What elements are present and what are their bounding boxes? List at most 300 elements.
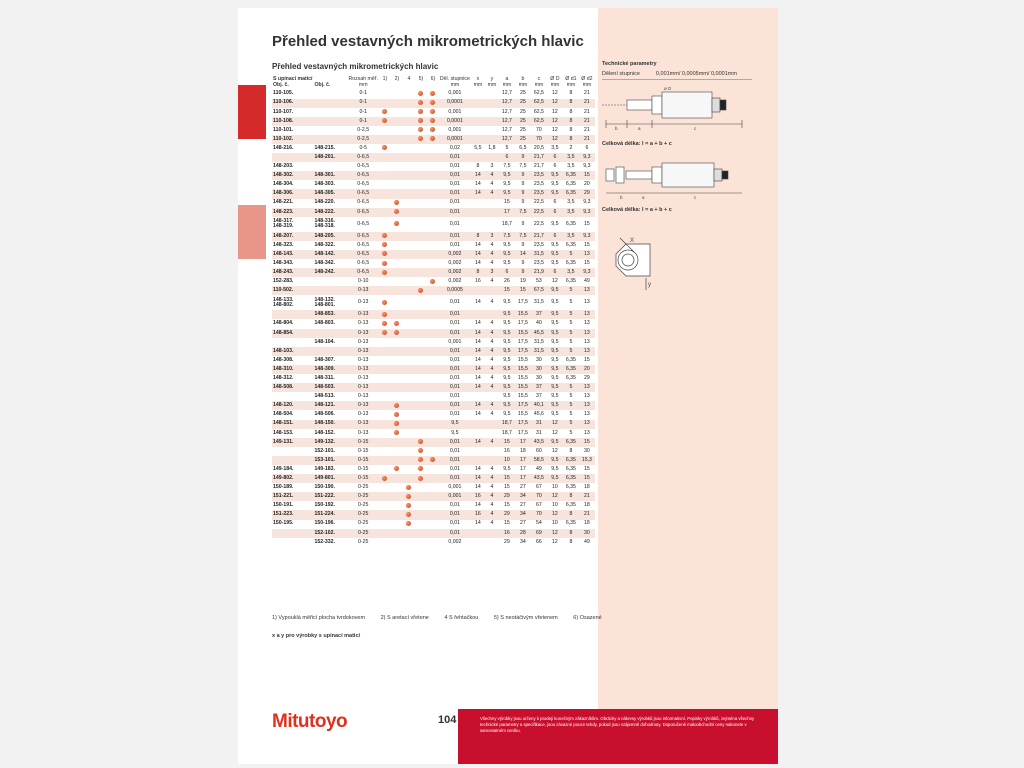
table-cell: 149-802. bbox=[272, 474, 314, 483]
table-cell: 9,5 bbox=[551, 259, 559, 266]
header-unit-cell: Obj. č. bbox=[314, 83, 348, 89]
table-cell: 9,5 bbox=[503, 356, 511, 363]
table-cell: 0-5 bbox=[359, 144, 367, 151]
table-cell: 148-803. bbox=[314, 320, 335, 327]
table-cell: 15,5 bbox=[517, 374, 528, 381]
table-row bbox=[272, 199, 595, 208]
table-cell bbox=[391, 250, 403, 259]
table-cell bbox=[391, 474, 403, 483]
feature-dot-cell bbox=[379, 268, 391, 277]
table-cell: 150-190. bbox=[314, 484, 335, 491]
table-cell: 10 bbox=[552, 502, 558, 509]
table-cell bbox=[427, 286, 439, 295]
table-cell: 60 bbox=[536, 447, 542, 454]
table-cell bbox=[427, 401, 439, 410]
table-cell: 9,5 bbox=[499, 329, 515, 338]
table-cell bbox=[471, 392, 485, 401]
table-cell: 0-15 bbox=[348, 456, 379, 465]
table-cell bbox=[391, 374, 403, 383]
table-cell bbox=[379, 374, 391, 383]
total-length-caption-2: Celková délka: l = a + b + c bbox=[602, 207, 672, 213]
table-cell bbox=[403, 347, 415, 356]
table-cell: 4 bbox=[485, 329, 499, 338]
table-cell bbox=[471, 429, 485, 438]
table-cell: 13 bbox=[579, 347, 595, 356]
table-cell bbox=[272, 153, 314, 162]
table-cell: 0,01 bbox=[449, 374, 460, 381]
table-cell bbox=[391, 520, 403, 529]
table-cell: 0-6,5 bbox=[357, 163, 370, 170]
table-cell: 14 bbox=[475, 411, 481, 418]
table-cell: 148-301. bbox=[314, 171, 348, 180]
table-cell bbox=[272, 447, 314, 456]
table-cell: 17,5 bbox=[515, 401, 531, 410]
header-unit-cell: mm bbox=[439, 83, 471, 89]
table-cell bbox=[403, 374, 415, 383]
table-cell: 5 bbox=[563, 329, 579, 338]
table-cell bbox=[391, 99, 403, 108]
header-cell: Ø D bbox=[547, 77, 563, 83]
table-cell: 27 bbox=[520, 484, 526, 491]
table-cell: 15,3 bbox=[579, 456, 595, 465]
tech-params-row bbox=[602, 71, 752, 80]
table-cell bbox=[391, 338, 403, 347]
table-row bbox=[272, 135, 595, 144]
table-cell: 12,7 bbox=[501, 126, 512, 133]
feature-dot bbox=[382, 118, 387, 123]
table-cell bbox=[391, 310, 403, 319]
feature-dot bbox=[382, 330, 387, 335]
header-unit-cell: mm bbox=[515, 83, 531, 89]
feature-dot-cell bbox=[415, 474, 427, 483]
table-cell: 6 bbox=[553, 163, 557, 170]
feature-dot-cell bbox=[379, 295, 391, 310]
table-cell: 17 bbox=[515, 474, 531, 483]
table-cell bbox=[485, 208, 499, 217]
table-cell bbox=[427, 483, 439, 492]
table-cell bbox=[415, 162, 427, 171]
table-cell: 148-504. bbox=[273, 411, 294, 418]
table-cell: 0-1 bbox=[359, 108, 367, 115]
table-cell: 23,5 bbox=[533, 181, 544, 188]
table-cell: 40,1 bbox=[531, 401, 547, 410]
table-cell: 12 bbox=[552, 278, 558, 285]
table-cell: 0-15 bbox=[358, 447, 369, 454]
table-cell: 0-13 bbox=[348, 365, 379, 374]
table-cell: 62,5 bbox=[531, 99, 547, 108]
table-cell bbox=[485, 456, 499, 465]
table-cell bbox=[471, 286, 485, 295]
feature-dot bbox=[430, 136, 435, 141]
table-cell: 153-101. bbox=[314, 456, 348, 465]
table-cell bbox=[391, 259, 403, 268]
table-cell: 148-203. bbox=[273, 163, 294, 170]
table-cell: 148-317. 148-319. bbox=[273, 218, 294, 230]
feature-dot-cell bbox=[391, 208, 403, 217]
table-cell: 9,5 bbox=[499, 383, 515, 392]
feature-dot bbox=[406, 485, 411, 490]
table-cell: 9,5 bbox=[551, 241, 559, 248]
table-cell bbox=[415, 295, 427, 310]
footnote-2: 2) S aretací vřetene bbox=[380, 615, 429, 621]
table-cell bbox=[485, 199, 499, 208]
feature-dot-cell bbox=[415, 286, 427, 295]
table-cell: 22,5 bbox=[531, 208, 547, 217]
table-cell: 69 bbox=[531, 529, 547, 538]
table-row bbox=[272, 529, 595, 538]
table-cell: 0-1 bbox=[348, 99, 379, 108]
table-cell: 0-13 bbox=[358, 356, 369, 363]
table-cell: 34 bbox=[515, 510, 531, 519]
table-cell: 0-13 bbox=[358, 338, 369, 345]
table-cell: 148-221. bbox=[273, 199, 294, 206]
table-cell: 13 bbox=[584, 429, 590, 436]
table-cell: 0,002 bbox=[448, 278, 462, 285]
table-cell: 1,8 bbox=[488, 144, 496, 151]
table-cell: 148-853. bbox=[314, 310, 348, 319]
table-cell: 9,5 bbox=[503, 241, 511, 248]
table-cell: 110-108. bbox=[272, 117, 314, 126]
feature-dot bbox=[382, 321, 387, 326]
table-cell bbox=[379, 189, 391, 198]
table-cell bbox=[379, 162, 391, 171]
table-subtitle: Přehled vestavných mikrometrických hlavic bbox=[272, 62, 439, 71]
table-cell: 14 bbox=[471, 383, 485, 392]
table-cell bbox=[403, 144, 415, 153]
table-cell: 110-105. bbox=[273, 90, 294, 97]
table-cell: 31 bbox=[536, 429, 542, 436]
table-cell: 151-224. bbox=[314, 510, 348, 519]
footnote-6: 6) Osazené bbox=[573, 615, 602, 621]
table-cell: 148-151. bbox=[272, 420, 314, 429]
table-cell bbox=[379, 383, 391, 392]
table-cell: 10 bbox=[552, 520, 558, 527]
table-cell: 9,5 bbox=[503, 181, 511, 188]
table-cell: 27 bbox=[520, 502, 526, 509]
table-cell: 22,5 bbox=[533, 220, 544, 227]
table-cell: 0-6,5 bbox=[357, 241, 370, 248]
table-cell: 9,3 bbox=[579, 268, 595, 277]
table-row bbox=[272, 447, 595, 456]
header-unit-cell: mm bbox=[547, 83, 563, 89]
dim-c-label-2: c bbox=[694, 195, 697, 200]
table-cell: 0,0001 bbox=[439, 135, 471, 144]
feature-dot-cell bbox=[391, 319, 403, 328]
table-cell: 4 bbox=[490, 411, 494, 418]
table-row bbox=[272, 117, 595, 126]
table-cell: 0,01 bbox=[439, 232, 471, 241]
table-cell: 14 bbox=[471, 250, 485, 259]
table-cell: 0,01 bbox=[449, 520, 460, 527]
table-cell bbox=[379, 180, 391, 189]
table-cell: 29 bbox=[579, 189, 595, 198]
table-cell bbox=[403, 392, 415, 401]
table-cell: 4 bbox=[490, 374, 494, 381]
table-cell: 14 bbox=[475, 374, 481, 381]
feature-dot bbox=[418, 109, 423, 114]
table-cell: 148-242. bbox=[314, 268, 348, 277]
feature-dot bbox=[394, 209, 399, 214]
table-cell: 21 bbox=[579, 99, 595, 108]
table-cell bbox=[379, 286, 391, 295]
table-cell: 9,5 bbox=[551, 411, 559, 418]
table-cell bbox=[427, 365, 439, 374]
table-cell bbox=[379, 277, 391, 286]
table-cell: 18,7 bbox=[501, 429, 512, 436]
table-cell: 0,01 bbox=[449, 241, 460, 248]
table-cell: 40 bbox=[536, 320, 542, 327]
table-cell: 9,5 bbox=[547, 286, 563, 295]
feature-dot bbox=[394, 421, 399, 426]
table-cell: 9,5 bbox=[499, 250, 515, 259]
feature-dot-cell bbox=[379, 241, 391, 250]
table-cell: 12 bbox=[552, 447, 558, 454]
table-cell: 0-6,5 bbox=[357, 181, 370, 188]
table-cell: 152-102. bbox=[314, 529, 348, 538]
table-cell: 0-13 bbox=[358, 374, 369, 381]
table-cell: 152-332. bbox=[314, 538, 335, 545]
table-cell bbox=[391, 295, 403, 310]
table-cell bbox=[403, 108, 415, 117]
table-row bbox=[272, 420, 595, 429]
table-cell: 6,35 bbox=[565, 259, 576, 266]
table-cell: 0,01 bbox=[439, 208, 471, 217]
table-cell: 15 bbox=[584, 465, 590, 472]
table-cell: 18 bbox=[520, 447, 526, 454]
table-cell bbox=[427, 420, 439, 429]
table-cell: 3 bbox=[485, 268, 499, 277]
table-cell: 150-191. bbox=[273, 502, 294, 509]
table-cell bbox=[379, 347, 391, 356]
table-cell: 6,35 bbox=[565, 181, 576, 188]
table-cell: 7,5 bbox=[503, 163, 511, 170]
table-cell: 0,01 bbox=[449, 220, 460, 227]
table-cell: 148-216. bbox=[273, 144, 294, 151]
feature-dot bbox=[418, 457, 423, 462]
table-cell bbox=[379, 89, 391, 98]
table-cell: 0,002 bbox=[448, 538, 462, 545]
table-cell: 12 bbox=[547, 99, 563, 108]
table-cell bbox=[415, 356, 427, 365]
table-cell bbox=[379, 410, 391, 419]
table-cell: 22,5 bbox=[533, 199, 544, 206]
table-cell bbox=[427, 310, 439, 319]
feature-dot-cell bbox=[403, 501, 415, 510]
table-cell bbox=[471, 89, 485, 98]
feature-dot-cell bbox=[427, 99, 439, 108]
table-cell: 14 bbox=[475, 465, 481, 472]
table-cell bbox=[427, 501, 439, 510]
feature-dot-cell bbox=[403, 483, 415, 492]
table-cell: 4 bbox=[490, 502, 494, 509]
table-cell bbox=[427, 474, 439, 483]
header-cell: Ø d2 bbox=[579, 77, 595, 83]
table-cell bbox=[403, 162, 415, 171]
table-cell bbox=[427, 153, 439, 162]
table-cell: 9 bbox=[521, 220, 525, 227]
table-cell bbox=[403, 295, 415, 310]
table-cell: 148-201. bbox=[314, 153, 348, 162]
table-cell: 0-6,5 bbox=[348, 250, 379, 259]
table-cell: 148-303. bbox=[314, 181, 335, 188]
table-row bbox=[272, 180, 595, 189]
dim-c-label: c bbox=[694, 126, 697, 131]
table-cell bbox=[415, 483, 427, 492]
table-cell: 0,01 bbox=[439, 438, 471, 447]
table-cell: 150-192. bbox=[314, 502, 335, 509]
table-cell bbox=[379, 492, 391, 501]
table-cell bbox=[391, 456, 403, 465]
table-row bbox=[272, 241, 595, 250]
feature-dot bbox=[430, 109, 435, 114]
feature-dot bbox=[382, 312, 387, 317]
table-cell: 5 bbox=[563, 401, 579, 410]
dim-b-label: b bbox=[615, 126, 618, 131]
table-cell: 9,5 bbox=[547, 474, 563, 483]
table-cell bbox=[427, 295, 439, 310]
table-cell: 13 bbox=[584, 338, 590, 345]
table-cell: 148-207. bbox=[272, 232, 314, 241]
table-cell: 21 bbox=[584, 126, 590, 133]
table-cell bbox=[272, 456, 314, 465]
table-cell: 9,5 bbox=[551, 338, 559, 345]
table-cell bbox=[415, 538, 427, 547]
table-cell bbox=[485, 286, 499, 295]
table-cell: 0,01 bbox=[439, 347, 471, 356]
table-cell bbox=[379, 447, 391, 456]
table-cell: 9,5 bbox=[547, 250, 563, 259]
red-tab-marker bbox=[238, 85, 266, 139]
dim-b-label-2: b bbox=[620, 195, 623, 200]
table-cell bbox=[391, 501, 403, 510]
table-cell bbox=[403, 365, 415, 374]
table-cell: 34 bbox=[520, 538, 526, 545]
table-cell: 148-310. bbox=[272, 365, 314, 374]
table-cell: 6 bbox=[553, 199, 557, 206]
table-cell: 148-309. bbox=[314, 365, 348, 374]
table-cell: 0-13 bbox=[348, 401, 379, 410]
table-cell: 8 bbox=[563, 510, 579, 519]
table-row bbox=[272, 401, 595, 410]
table-cell bbox=[379, 126, 391, 135]
table-cell: 15 bbox=[584, 259, 590, 266]
feature-dot-cell bbox=[415, 117, 427, 126]
table-cell: 14 bbox=[471, 171, 485, 180]
table-cell: 148-153. bbox=[273, 429, 294, 436]
table-cell bbox=[471, 529, 485, 538]
feature-dot bbox=[418, 100, 423, 105]
table-cell: 26 bbox=[504, 278, 510, 285]
table-cell: 149-184. bbox=[273, 465, 294, 472]
feature-dot bbox=[382, 476, 387, 481]
feature-dot-cell bbox=[379, 474, 391, 483]
table-cell: 0,01 bbox=[449, 181, 460, 188]
table-row bbox=[272, 392, 595, 401]
table-cell bbox=[485, 310, 499, 319]
table-cell bbox=[415, 520, 427, 529]
feature-dot-cell bbox=[427, 89, 439, 98]
table-cell: 49 bbox=[536, 465, 542, 472]
table-cell: 0-25 bbox=[348, 510, 379, 519]
table-cell bbox=[415, 529, 427, 538]
feature-dot bbox=[382, 233, 387, 238]
table-cell: 9,5 bbox=[499, 365, 515, 374]
table-cell bbox=[391, 483, 403, 492]
table-cell: 18 bbox=[584, 502, 590, 509]
table-cell: 14 bbox=[471, 365, 485, 374]
table-cell: 17,5 bbox=[517, 320, 528, 327]
table-cell: 0-25 bbox=[348, 492, 379, 501]
table-cell: 149-183. bbox=[314, 465, 335, 472]
table-cell: 14 bbox=[475, 299, 481, 306]
table-cell bbox=[485, 392, 499, 401]
table-cell: 15,5 bbox=[515, 365, 531, 374]
feature-dot-cell bbox=[403, 492, 415, 501]
table-cell: 9,5 bbox=[547, 401, 563, 410]
table-cell bbox=[403, 208, 415, 217]
tech-value: 0,001mm/ 0,0005mm/ 0,0001mm bbox=[655, 71, 737, 77]
table-cell: 4 bbox=[485, 383, 499, 392]
table-cell: 4 bbox=[490, 320, 494, 327]
table-cell: 6 bbox=[547, 232, 563, 241]
table-cell bbox=[471, 420, 485, 429]
table-cell bbox=[403, 538, 415, 547]
table-cell: 148-103. bbox=[272, 347, 314, 356]
table-cell: 0-6,5 bbox=[348, 171, 379, 180]
table-cell: 9,5 bbox=[499, 347, 515, 356]
feature-dot-cell bbox=[415, 108, 427, 117]
table-cell: 17,5 bbox=[517, 338, 528, 345]
table-cell: 0-15 bbox=[348, 474, 379, 483]
table-cell bbox=[427, 268, 439, 277]
table-cell: 21 bbox=[579, 117, 595, 126]
table-cell: 4 bbox=[485, 401, 499, 410]
feature-dot bbox=[418, 127, 423, 132]
table-cell: 9,5 bbox=[499, 401, 515, 410]
feature-dot-cell bbox=[379, 250, 391, 259]
feature-dot bbox=[418, 439, 423, 444]
table-cell bbox=[471, 199, 485, 208]
table-cell: 12 bbox=[552, 90, 558, 97]
header-cell: Ø d1 bbox=[563, 77, 579, 83]
table-cell: 17,5 bbox=[515, 420, 531, 429]
table-row bbox=[272, 277, 595, 286]
table-cell: 150-196. bbox=[314, 520, 335, 527]
feature-dot-cell bbox=[391, 420, 403, 429]
table-cell: 8 bbox=[569, 108, 573, 115]
table-cell: 14 bbox=[471, 347, 485, 356]
table-cell: 10 bbox=[499, 456, 515, 465]
table-cell bbox=[485, 117, 499, 126]
table-cell bbox=[427, 329, 439, 338]
table-cell bbox=[391, 529, 403, 538]
table-cell: 6 bbox=[547, 153, 563, 162]
table-row bbox=[272, 374, 595, 383]
table-cell bbox=[427, 529, 439, 538]
table-cell: 148-222. bbox=[314, 208, 348, 217]
table-cell bbox=[415, 268, 427, 277]
table-cell: 9,5 bbox=[551, 181, 559, 188]
feature-dot-cell bbox=[379, 108, 391, 117]
table-cell: 6 bbox=[499, 268, 515, 277]
feature-dot bbox=[382, 261, 387, 266]
table-cell: 17 bbox=[515, 438, 531, 447]
table-cell bbox=[403, 356, 415, 365]
table-cell: 6 bbox=[547, 268, 563, 277]
table-cell: 0,01 bbox=[439, 474, 471, 483]
feature-dot-cell bbox=[391, 217, 403, 232]
table-cell: 49 bbox=[584, 538, 590, 545]
